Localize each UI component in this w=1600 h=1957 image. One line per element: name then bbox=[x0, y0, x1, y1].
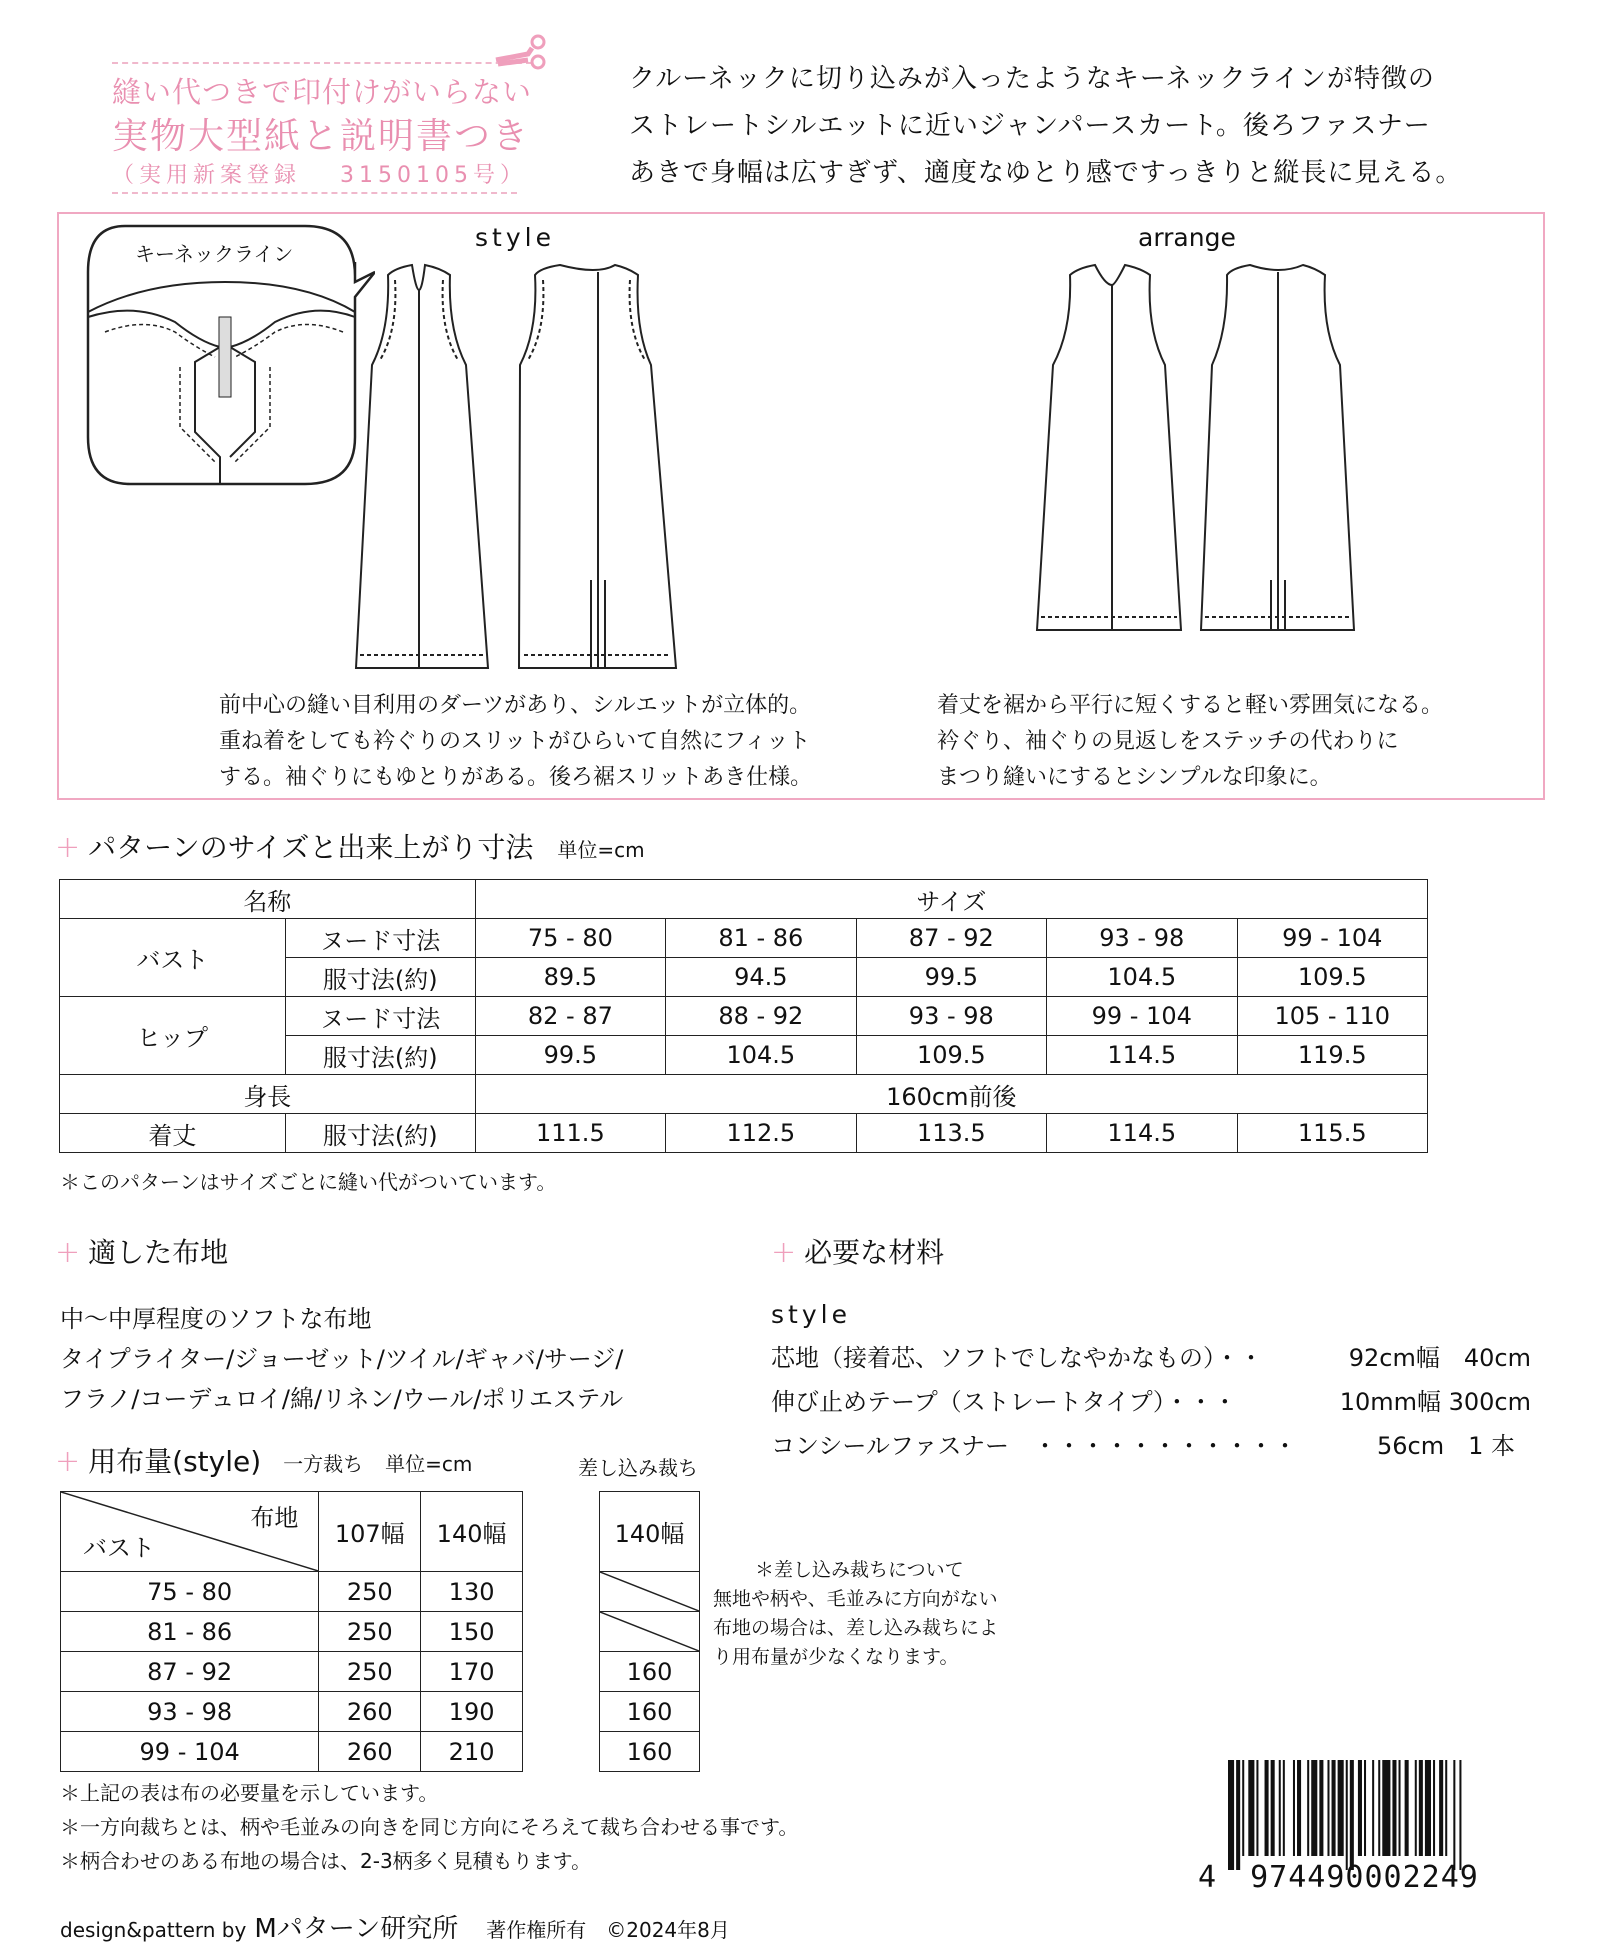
corner-cell bbox=[61, 1492, 319, 1572]
table-row bbox=[61, 1572, 523, 1612]
barcode-bar bbox=[1459, 1760, 1461, 1870]
description-line: ストレートシルエットに近いジャンパースカート。後ろファスナー bbox=[629, 111, 1431, 141]
table-row bbox=[600, 1732, 700, 1772]
table-row bbox=[60, 1114, 1428, 1153]
row-label: 服寸法(約) bbox=[285, 1036, 475, 1075]
cell: 99 - 104 bbox=[1237, 919, 1428, 958]
barcode bbox=[1228, 1760, 1518, 1870]
caption-line: 着丈を裾から平行に短くすると軽い雰囲気になる。 bbox=[937, 693, 1444, 718]
footnote: ＊一方向裁ちとは、柄や毛並みの向きを同じ方向にそろえて裁ち合わせる事です。 bbox=[60, 1815, 799, 1839]
row-label: 服寸法(約) bbox=[285, 958, 475, 997]
arrange-label: arrange bbox=[1138, 223, 1236, 252]
arrange-front-dress bbox=[1037, 265, 1181, 630]
fabric-line: フラノ/コーデュロイ/綿/リネン/ウール/ポリエステル bbox=[60, 1385, 624, 1413]
plus-icon: + bbox=[55, 1235, 81, 1270]
materials-subtitle: style bbox=[771, 1300, 851, 1329]
style-front-dress bbox=[356, 265, 488, 668]
material-item bbox=[771, 1424, 1531, 1468]
barcode-bar bbox=[1453, 1760, 1455, 1870]
barcode-left-digits: 974490 bbox=[1250, 1860, 1365, 1895]
cell: 160 bbox=[600, 1692, 700, 1732]
interlock-label: 差し込み裁ち bbox=[578, 1456, 698, 1480]
table-row bbox=[600, 1612, 700, 1652]
material-spec: 56cm 1 本 bbox=[1376, 1432, 1515, 1460]
barcode-digits bbox=[1198, 1860, 1479, 1895]
callout-label: キーネックライン bbox=[135, 242, 294, 266]
cell: 105 - 110 bbox=[1237, 997, 1428, 1036]
interlock-table bbox=[599, 1491, 700, 1772]
cell: 113.5 bbox=[856, 1114, 1046, 1153]
description-line: あきで身幅は広すぎず、適度なゆとり感ですっきりと縦長に見える。 bbox=[629, 158, 1463, 188]
caption-line: 重ね着をしても衿ぐりのスリットがひらいて自然にフィット bbox=[219, 729, 811, 754]
cell: 250 bbox=[319, 1612, 421, 1652]
table-row bbox=[61, 1612, 523, 1652]
cell: 150 bbox=[421, 1612, 523, 1652]
dress-illustrations bbox=[0, 0, 1600, 700]
table-row bbox=[61, 1732, 523, 1772]
arrange-back-dress bbox=[1201, 265, 1354, 630]
fabric-line: タイプライター/ジョーゼット/ツイル/ギャバ/サージ/ bbox=[60, 1345, 624, 1373]
material-name: 芯地（接着芯、ソフトでしなやかなもの）・・ bbox=[771, 1344, 1263, 1372]
cell: 109.5 bbox=[856, 1036, 1046, 1075]
cell: 114.5 bbox=[1047, 1114, 1237, 1153]
empty-cell bbox=[600, 1612, 700, 1652]
yardage-footnotes bbox=[60, 1776, 798, 1878]
cell: 99 - 104 bbox=[61, 1732, 319, 1772]
footer-design: design&pattern by bbox=[60, 1918, 247, 1942]
footnote: ＊上記の表は布の必要量を示しています。 bbox=[60, 1781, 439, 1805]
barcode-bar bbox=[1311, 1760, 1317, 1856]
size-table bbox=[59, 879, 1428, 1153]
barcode-bar bbox=[1350, 1760, 1354, 1870]
cell: 109.5 bbox=[1237, 958, 1428, 997]
interlock-note bbox=[713, 1556, 998, 1672]
style-caption bbox=[219, 688, 812, 796]
materials-heading bbox=[771, 1231, 944, 1271]
cell: 75 - 80 bbox=[61, 1572, 319, 1612]
row-label: ヌード寸法 bbox=[285, 997, 475, 1036]
caption-line: 衿ぐり、袖ぐりの見返しをステッチの代わりに bbox=[937, 729, 1399, 754]
barcode-bar bbox=[1248, 1760, 1254, 1856]
cell: 99.5 bbox=[856, 958, 1046, 997]
row-group: 着丈 bbox=[60, 1114, 286, 1153]
cell: 130 bbox=[421, 1572, 523, 1612]
row-group: 身長 bbox=[60, 1075, 476, 1114]
barcode-bar bbox=[1256, 1760, 1258, 1856]
cell: 170 bbox=[421, 1652, 523, 1692]
fabric-line: 中〜中厚程度のソフトな布地 bbox=[60, 1305, 372, 1333]
arrange-caption bbox=[937, 688, 1443, 796]
size-section-heading bbox=[55, 826, 645, 866]
cell: 99.5 bbox=[475, 1036, 665, 1075]
cell: 190 bbox=[421, 1692, 523, 1732]
table-row bbox=[600, 1692, 700, 1732]
unit-label: 単位=cm bbox=[385, 1452, 473, 1476]
barcode-bar bbox=[1307, 1760, 1309, 1856]
barcode-right-digits: 002249 bbox=[1364, 1860, 1479, 1895]
header-cell: 140幅 bbox=[600, 1492, 700, 1572]
cell: 160cm前後 bbox=[475, 1075, 1427, 1114]
barcode-bar bbox=[1358, 1760, 1362, 1856]
barcode-bar bbox=[1445, 1760, 1447, 1856]
footer-copyright: 著作権所有 ©2024年8月 bbox=[486, 1918, 730, 1942]
barcode-bar bbox=[1271, 1760, 1275, 1856]
note-line: り用布量が少なくなります。 bbox=[713, 1646, 959, 1668]
cell: 115.5 bbox=[1237, 1114, 1428, 1153]
section-title: 適した布地 bbox=[88, 1236, 229, 1269]
style-back-dress bbox=[519, 265, 676, 668]
logo-line2: 実物大型紙と説明書つき bbox=[112, 116, 531, 157]
section-title: 必要な材料 bbox=[804, 1236, 945, 1269]
barcode-bar bbox=[1392, 1760, 1396, 1856]
header-cell: 名称 bbox=[60, 880, 476, 919]
barcode-bar bbox=[1265, 1760, 1269, 1856]
one-way-label: 一方裁ち bbox=[283, 1452, 364, 1476]
cell: 260 bbox=[319, 1732, 421, 1772]
style-label: style bbox=[475, 223, 555, 252]
cell: 250 bbox=[319, 1652, 421, 1692]
cell: 119.5 bbox=[1237, 1036, 1428, 1075]
cell: 210 bbox=[421, 1732, 523, 1772]
cell: 87 - 92 bbox=[61, 1652, 319, 1692]
description-line: クルーネックに切り込みが入ったようなキーネックラインが特徴の bbox=[629, 64, 1435, 94]
table-row bbox=[600, 1572, 700, 1612]
cell: 99 - 104 bbox=[1047, 997, 1237, 1036]
barcode-bar bbox=[1338, 1760, 1344, 1856]
section-title: パターンのサイズと出来上がり寸法 bbox=[88, 831, 534, 864]
table-row bbox=[600, 1652, 700, 1692]
cell: 160 bbox=[600, 1732, 700, 1772]
header-cell: 140幅 bbox=[421, 1492, 523, 1572]
cell: 94.5 bbox=[666, 958, 856, 997]
barcode-bar bbox=[1415, 1760, 1417, 1856]
footer bbox=[60, 1908, 730, 1945]
logo-line1: 縫い代つきで印付けがいらない bbox=[112, 75, 533, 109]
material-item bbox=[771, 1336, 1531, 1380]
cell: 93 - 98 bbox=[856, 997, 1046, 1036]
table-row bbox=[60, 919, 1428, 958]
plus-icon: + bbox=[771, 1235, 797, 1270]
cell: 75 - 80 bbox=[475, 919, 665, 958]
cell: 104.5 bbox=[1047, 958, 1237, 997]
size-note: ＊このパターンはサイズごとに縫い代がついています。 bbox=[60, 1170, 557, 1194]
cell: 93 - 98 bbox=[61, 1692, 319, 1732]
note-line: 無地や柄や、毛並みに方向がない bbox=[713, 1588, 998, 1610]
barcode-bar bbox=[1236, 1760, 1240, 1870]
barcode-bar bbox=[1419, 1760, 1423, 1856]
barcode-bar bbox=[1319, 1760, 1323, 1856]
barcode-bar bbox=[1439, 1760, 1443, 1856]
caption-line: まつり縫いにするとシンプルな印象に。 bbox=[937, 765, 1332, 790]
row-group: ヒップ bbox=[60, 997, 286, 1075]
table-row bbox=[60, 997, 1428, 1036]
barcode-bar bbox=[1297, 1760, 1301, 1856]
barcode-bar bbox=[1405, 1760, 1409, 1856]
material-name: 伸び止めテープ（ストレートタイプ）・・・ bbox=[771, 1388, 1237, 1416]
fabric-heading bbox=[55, 1231, 228, 1271]
note-line: 布地の場合は、差し込み裁ちによ bbox=[713, 1617, 999, 1639]
cell: 112.5 bbox=[666, 1114, 856, 1153]
plus-icon: + bbox=[55, 1444, 81, 1479]
footnote: ＊柄合わせのある布地の場合は、2-3柄多く見積もります。 bbox=[60, 1849, 592, 1873]
cell: 93 - 98 bbox=[1047, 919, 1237, 958]
material-item bbox=[771, 1380, 1531, 1424]
barcode-bar bbox=[1372, 1760, 1374, 1856]
barcode-bar bbox=[1364, 1760, 1366, 1856]
barcode-bar bbox=[1228, 1760, 1234, 1870]
barcode-bar bbox=[1433, 1760, 1435, 1856]
barcode-bar bbox=[1293, 1760, 1295, 1856]
header-cell: 107幅 bbox=[319, 1492, 421, 1572]
fabric-list bbox=[60, 1299, 623, 1419]
barcode-bar bbox=[1346, 1760, 1348, 1870]
barcode-bar bbox=[1382, 1760, 1390, 1856]
table-row bbox=[60, 1075, 1428, 1114]
yardage-table bbox=[60, 1491, 523, 1772]
barcode-bar bbox=[1327, 1760, 1329, 1856]
cell: 160 bbox=[600, 1652, 700, 1692]
cell: 81 - 86 bbox=[666, 919, 856, 958]
barcode-bar bbox=[1332, 1760, 1336, 1856]
plus-icon: + bbox=[55, 830, 81, 865]
cell: 87 - 92 bbox=[856, 919, 1046, 958]
material-name: コンシールファスナー ・・・・・・・・・・・ bbox=[771, 1432, 1297, 1460]
logo-line3: （実用新案登録 3150105号） bbox=[112, 163, 527, 188]
row-label: ヌード寸法 bbox=[285, 919, 475, 958]
barcode-bar bbox=[1378, 1760, 1380, 1856]
barcode-bar bbox=[1279, 1760, 1281, 1856]
row-group: バスト bbox=[60, 919, 286, 997]
corner-bottom: バスト bbox=[83, 1534, 155, 1562]
cell: 89.5 bbox=[475, 958, 665, 997]
table-row bbox=[61, 1652, 523, 1692]
cell: 111.5 bbox=[475, 1114, 665, 1153]
cell: 81 - 86 bbox=[61, 1612, 319, 1652]
table-row bbox=[60, 880, 1428, 919]
cell: 104.5 bbox=[666, 1036, 856, 1075]
table-row bbox=[600, 1492, 700, 1572]
cell: 250 bbox=[319, 1572, 421, 1612]
barcode-bar bbox=[1283, 1760, 1285, 1856]
note-line: ＊差し込み裁ちについて bbox=[755, 1559, 964, 1581]
table-row bbox=[61, 1492, 523, 1572]
cell: 260 bbox=[319, 1692, 421, 1732]
table-row bbox=[61, 1692, 523, 1732]
yardage-heading bbox=[55, 1440, 472, 1480]
unit-label: 単位=cm bbox=[557, 838, 645, 862]
barcode-first-digit: 4 bbox=[1198, 1860, 1218, 1895]
cell: 82 - 87 bbox=[475, 997, 665, 1036]
cell: 114.5 bbox=[1047, 1036, 1237, 1075]
caption-line: 前中心の縫い目利用のダーツがあり、シルエットが立体的。 bbox=[219, 693, 812, 718]
materials-list bbox=[771, 1336, 1531, 1468]
empty-cell bbox=[600, 1572, 700, 1612]
caption-line: する。袖ぐりにもゆとりがある。後ろ裾スリットあき仕様。 bbox=[219, 765, 813, 790]
material-spec: 10mm幅 300cm bbox=[1339, 1388, 1531, 1416]
barcode-bar bbox=[1399, 1760, 1401, 1856]
row-label: 服寸法(約) bbox=[285, 1114, 475, 1153]
barcode-bar bbox=[1425, 1760, 1431, 1856]
corner-top: 布地 bbox=[250, 1504, 299, 1532]
section-title: 用布量(style) bbox=[88, 1445, 262, 1478]
material-spec: 92cm幅 40cm bbox=[1348, 1344, 1531, 1372]
header-cell: サイズ bbox=[475, 880, 1427, 919]
barcode-bar bbox=[1242, 1760, 1244, 1856]
footer-brand: Mパターン研究所 bbox=[254, 1914, 459, 1944]
cell: 88 - 92 bbox=[666, 997, 856, 1036]
